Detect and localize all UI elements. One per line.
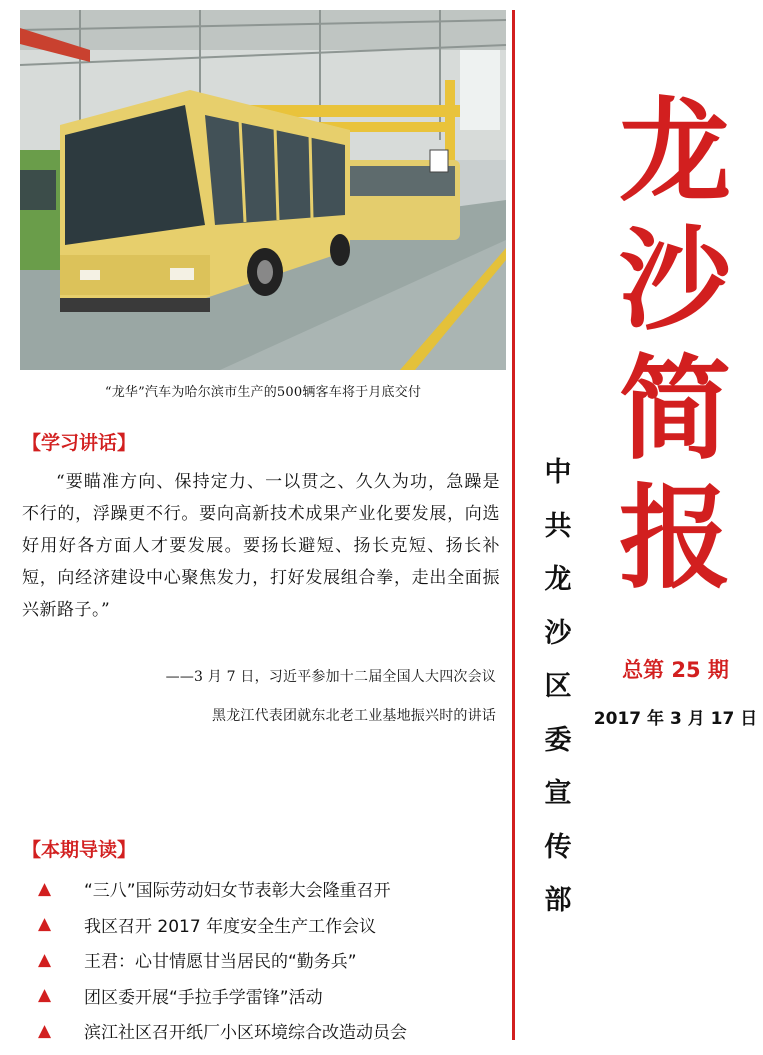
- triangle-icon: ▲: [38, 1020, 52, 1041]
- triangle-icon: ▲: [38, 949, 52, 970]
- triangle-icon: ▲: [38, 914, 52, 935]
- study-heading: 【学习讲话】: [22, 432, 137, 454]
- attribution-line-2: 黑龙江代表团就东北老工业基地振兴时的讲话: [212, 708, 496, 724]
- toc-item[interactable]: [38, 1013, 508, 1049]
- publisher-char: 中: [544, 457, 572, 488]
- toc-item[interactable]: [38, 942, 508, 978]
- publisher-char: 沙: [544, 617, 572, 649]
- publisher-char: 区: [544, 671, 572, 702]
- masthead-title: [610, 88, 740, 604]
- cover-photo: [20, 10, 506, 370]
- attribution-line-1: ——3 月 7 日，习近平参加十二届全国人大四次会议: [165, 669, 496, 685]
- triangle-icon: ▲: [38, 985, 52, 1006]
- vertical-divider: [512, 10, 515, 1040]
- toc-item-label: 滨江社区召开纸厂小区环境综合改造动员会: [84, 1023, 407, 1044]
- publisher-char: 部: [544, 885, 572, 916]
- publisher-char: 传: [544, 831, 572, 863]
- toc-item-label: 王君：心甘情愿甘当居民的“勤务兵”: [84, 952, 357, 973]
- masthead-char: 简: [619, 345, 731, 475]
- toc-item-label: 我区召开 2017 年度安全生产工作会议: [84, 916, 377, 937]
- toc-item[interactable]: [38, 907, 508, 943]
- toc-heading: 【本期导读】: [22, 839, 137, 861]
- publisher-char: 宣: [544, 778, 572, 809]
- publisher-char: 委: [544, 724, 572, 756]
- toc-item-label: “三八”国际劳动妇女节表彰大会隆重召开: [84, 881, 391, 902]
- triangle-icon: ▲: [38, 878, 52, 899]
- speech-quote: “要瞄准方向、保持定力、一以贯之、久久为功，急躁是不行的，浮躁更不行。要向高新技术成果产业化要发展，向选好用好各方面人才要发展。要扬长避短、扬长克短、扬长补短，向经济建设中心聚焦发力，打好发展组合拳，走出全面振兴新路子。”: [22, 472, 500, 620]
- toc-item[interactable]: [38, 871, 508, 907]
- toc-item-label: 团区委开展“手拉手学雷锋”活动: [84, 987, 323, 1008]
- masthead-char: 报: [619, 474, 731, 604]
- publisher-char: 共: [544, 510, 572, 542]
- publisher: [536, 446, 580, 928]
- bus-factory-image: [20, 10, 506, 370]
- masthead-char: 沙: [619, 216, 731, 346]
- toc-list: [38, 871, 508, 1049]
- toc-item[interactable]: [38, 978, 508, 1014]
- publisher-char: 龙: [544, 564, 572, 595]
- issue-number: 总第 25 期: [622, 658, 729, 682]
- masthead-char: 龙: [619, 87, 731, 217]
- issue-date: 2017 年 3 月 17 日: [593, 709, 758, 729]
- photo-caption: “龙华”汽车为哈尔滨市生产的500辆客车将于月底交付: [104, 385, 422, 400]
